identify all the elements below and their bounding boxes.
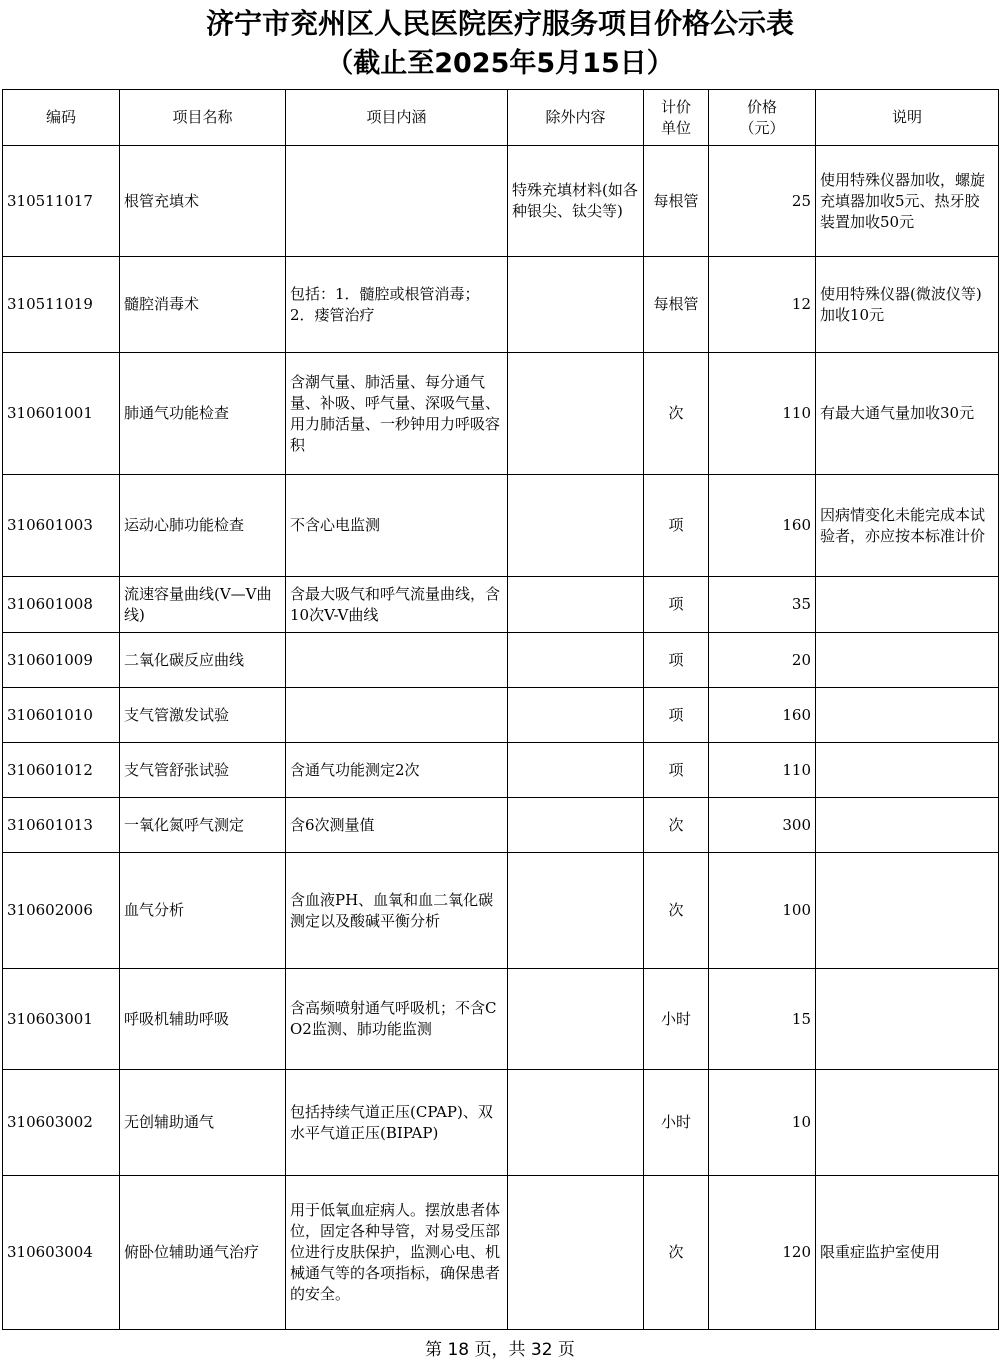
cell-unit: 次 (644, 1176, 709, 1330)
cell-note (816, 633, 999, 688)
cell-note (816, 1070, 999, 1176)
cell-code: 310601013 (3, 798, 120, 853)
table-row (3, 353, 999, 475)
cell-price: 110 (709, 743, 816, 798)
cell-name: 呼吸机辅助呼吸 (120, 969, 286, 1070)
table-row (3, 688, 999, 743)
cell-price: 10 (709, 1070, 816, 1176)
cell-excluded (508, 688, 644, 743)
header-excluded: 除外内容 (508, 90, 644, 146)
cell-price: 100 (709, 853, 816, 969)
cell-content: 包括持续气道正压(CPAP)、双水平气道正压(BIPAP) (286, 1070, 508, 1176)
cell-price: 20 (709, 633, 816, 688)
cell-excluded: 特殊充填材料(如各种银尖、钛尖等) (508, 146, 644, 257)
cell-unit: 项 (644, 475, 709, 577)
cell-excluded (508, 257, 644, 353)
cell-content (286, 146, 508, 257)
cell-content (286, 633, 508, 688)
cell-name: 血气分析 (120, 853, 286, 969)
header-content: 项目内涵 (286, 90, 508, 146)
header-price-line2: （元） (739, 118, 785, 137)
cell-name: 一氧化氮呼气测定 (120, 798, 286, 853)
cell-content (286, 688, 508, 743)
cell-price: 160 (709, 688, 816, 743)
cell-code: 310601003 (3, 475, 120, 577)
header-unit-line1: 计价 (660, 97, 691, 116)
cell-note: 有最大通气量加收30元 (816, 353, 999, 475)
cell-code: 310601010 (3, 688, 120, 743)
cell-price: 120 (709, 1176, 816, 1330)
cell-name: 根管充填术 (120, 146, 286, 257)
cell-name: 髓腔消毒术 (120, 257, 286, 353)
cell-name: 支气管激发试验 (120, 688, 286, 743)
cell-excluded (508, 475, 644, 577)
cell-code: 310601008 (3, 577, 120, 633)
cell-price: 12 (709, 257, 816, 353)
header-unit-line2: 单位 (660, 118, 691, 137)
cell-unit: 次 (644, 798, 709, 853)
cell-content: 含血液PH、血氧和血二氧化碳测定以及酸碱平衡分析 (286, 853, 508, 969)
cell-excluded (508, 743, 644, 798)
table-row (3, 853, 999, 969)
cell-note (816, 577, 999, 633)
page-title: 济宁市兖州区人民医院医疗服务项目价格公示表 (205, 7, 794, 40)
table-row (3, 1070, 999, 1176)
cell-content: 含潮气量、肺活量、每分通气量、补吸、呼气量、深吸气量、用力肺活量、一秒钟用力呼吸容积 (286, 353, 508, 475)
cell-content: 不含心电监测 (286, 475, 508, 577)
cell-excluded (508, 577, 644, 633)
cell-unit: 次 (644, 853, 709, 969)
cell-code: 310601012 (3, 743, 120, 798)
cell-excluded (508, 353, 644, 475)
cell-unit: 项 (644, 743, 709, 798)
cell-unit: 项 (644, 633, 709, 688)
header-price (709, 90, 816, 146)
cell-name: 无创辅助通气 (120, 1070, 286, 1176)
table-row (3, 798, 999, 853)
table-row (3, 577, 999, 633)
table-row (3, 146, 999, 257)
cell-content: 含6次测量值 (286, 798, 508, 853)
cell-note (816, 798, 999, 853)
header-note: 说明 (816, 90, 999, 146)
cell-content: 用于低氧血症病人。摆放患者体位，固定各种导管，对易受压部位进行皮肤保护，监测心电、机械通气等的各项指标，确保患者的安全。 (286, 1176, 508, 1330)
cell-name: 流速容量曲线(V—V曲线) (120, 577, 286, 633)
cell-code: 310511019 (3, 257, 120, 353)
cell-code: 310511017 (3, 146, 120, 257)
page-subtitle: （截止至2025年5月15日） (326, 48, 674, 79)
cell-note (816, 969, 999, 1070)
cell-note: 使用特殊仪器加收，螺旋充填器加收5元、热牙胶装置加收50元 (816, 146, 999, 257)
cell-note (816, 743, 999, 798)
header-unit (644, 90, 709, 146)
cell-note (816, 688, 999, 743)
page-footer: 第 18 页，共 32 页 (425, 1340, 575, 1360)
cell-price: 35 (709, 577, 816, 633)
cell-excluded (508, 633, 644, 688)
cell-code: 310601001 (3, 353, 120, 475)
cell-note: 因病情变化未能完成本试验者，亦应按本标准计价 (816, 475, 999, 577)
cell-name: 支气管舒张试验 (120, 743, 286, 798)
table-row (3, 633, 999, 688)
header-name: 项目名称 (120, 90, 286, 146)
cell-name: 俯卧位辅助通气治疗 (120, 1176, 286, 1330)
cell-price: 110 (709, 353, 816, 475)
cell-unit: 小时 (644, 1070, 709, 1176)
cell-name: 运动心肺功能检查 (120, 475, 286, 577)
table-row (3, 1176, 999, 1330)
cell-excluded (508, 853, 644, 969)
table-header-row (3, 90, 999, 146)
header-code: 编码 (3, 90, 120, 146)
cell-name: 二氧化碳反应曲线 (120, 633, 286, 688)
cell-price: 300 (709, 798, 816, 853)
cell-content: 含最大吸气和呼气流量曲线，含10次V-V曲线 (286, 577, 508, 633)
table-row (3, 743, 999, 798)
cell-unit: 每根管 (644, 257, 709, 353)
table-row (3, 969, 999, 1070)
cell-unit: 小时 (644, 969, 709, 1070)
cell-unit: 项 (644, 688, 709, 743)
cell-unit: 次 (644, 353, 709, 475)
cell-excluded (508, 1176, 644, 1330)
cell-content: 包括：1．髓腔或根管消毒；2．瘘管治疗 (286, 257, 508, 353)
cell-note: 限重症监护室使用 (816, 1176, 999, 1330)
cell-content: 含通气功能测定2次 (286, 743, 508, 798)
cell-unit: 项 (644, 577, 709, 633)
cell-price: 25 (709, 146, 816, 257)
cell-unit: 每根管 (644, 146, 709, 257)
cell-excluded (508, 1070, 644, 1176)
cell-note (816, 853, 999, 969)
cell-code: 310603001 (3, 969, 120, 1070)
cell-excluded (508, 798, 644, 853)
cell-note: 使用特殊仪器(微波仪等)加收10元 (816, 257, 999, 353)
cell-code: 310603002 (3, 1070, 120, 1176)
table-row (3, 257, 999, 353)
cell-code: 310601009 (3, 633, 120, 688)
cell-price: 160 (709, 475, 816, 577)
price-table (2, 89, 999, 1330)
cell-price: 15 (709, 969, 816, 1070)
table-row (3, 475, 999, 577)
cell-code: 310603004 (3, 1176, 120, 1330)
cell-name: 肺通气功能检查 (120, 353, 286, 475)
cell-excluded (508, 969, 644, 1070)
header-price-line1: 价格 (746, 97, 777, 116)
cell-content: 含高频喷射通气呼吸机；不含CO2监测、肺功能监测 (286, 969, 508, 1070)
table-body (3, 146, 999, 1330)
cell-code: 310602006 (3, 853, 120, 969)
